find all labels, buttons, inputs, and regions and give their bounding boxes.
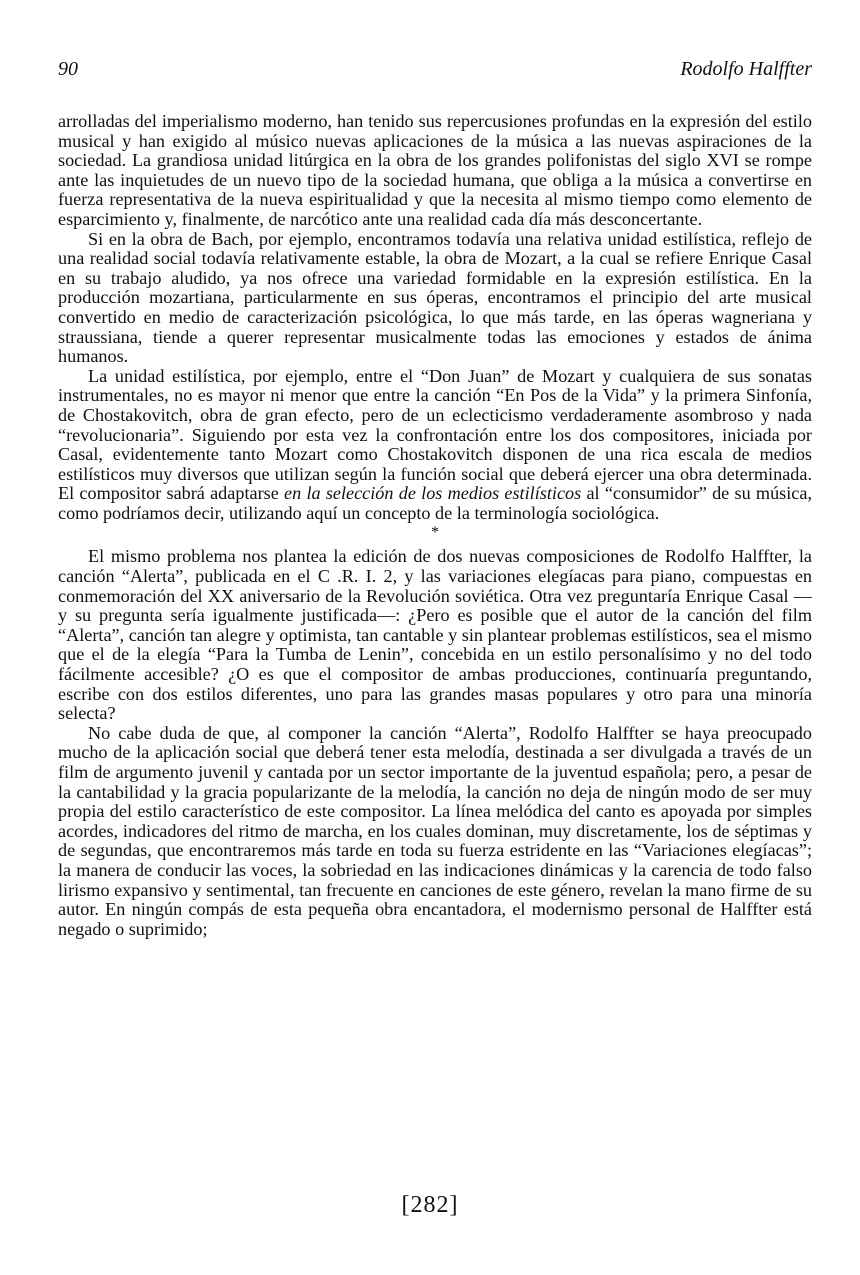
folio: [282] — [401, 1192, 459, 1218]
paragraph: arrolladas del imperialismo moderno, han tenido sus repercusiones profundas en la expresión del estilo musical y han exigido al músico nuevas aplicaciones de la música a las nuevas aspiraciones de la sociedad. La grandiosa unidad litúrgica en la obra de los grandes polifonistas del siglo XVI se rompe ante las inquietudes de un nuevo tipo de la sociedad humana, que obliga a la música a convertirse en fuerza representativa de la nueva espiritualidad y que la necesita al mismo tiempo como elemento de esparcimiento y, finalmente, de narcótico ante una realidad cada día más desconcertante. — [58, 111, 812, 229]
paragraph: El mismo problema nos plantea la edición de dos nuevas composiciones de Rodolfo Halffter, la canción “Alerta”, publicada en el C .R. I. 2, y las variaciones elegíacas para piano, compuestas en conmemoración del XX aniversario de la Revolución soviética. Otra vez preguntaría Enrique Casal —y su pregunta sería igualmente justificada—: ¿Pero es posible que el autor de la canción del film “Alerta”, canción tan alegre y optimista, tan cantable y sin plantear problemas estilísticos, sea el mismo que el de la elegía “Para la Tumba de Lenin”, concebida en un estilo personalísimo y no del todo fácilmente accesible? ¿O es que el compositor de ambas producciones, continuaría preguntando, escribe con dos estilos diferentes, uno para las grandes masas populares y otro para una minoría selecta? — [58, 546, 812, 724]
running-title: Rodolfo Halffter — [680, 58, 812, 80]
paragraph-text: al “consumidor” de su música, como podríamos decir, utilizando aquí un concepto de la terminología sociológica. — [58, 483, 812, 523]
running-head — [58, 58, 812, 88]
emphasis-text: en la selección de los medios estilísticos — [284, 483, 582, 504]
paragraph: Si en la obra de Bach, por ejemplo, encontramos todavía una relativa unidad estilística, reflejo de una realidad social todavía relativamente estable, la obra de Mozart, a la cual se refiere Enrique Casal en su trabajo aludido, ya nos ofrece una variedad formidable en la expresión estilística. En la producción mozartiana, particularmente en sus óperas, encontramos el principio del arte musical convertido en medio de caracterización psicológica, lo que más tarde, en las óperas wagneriana y straussiana, tiende a querer representar musicalmente todas las emociones y estados de ánima humanos. — [58, 228, 812, 367]
page-number: 90 — [58, 58, 78, 80]
body-text — [58, 112, 812, 939]
paragraph: No cabe duda de que, al componer la canción “Alerta”, Rodolfo Halffter se haya preocupado mucho de la aplicación social que deberá tener esta melodía, destinada a ser divulgada a través de un film de argumento juvenil y cantada por un sector importante de la juventud española; pero, a pesar de la cantabilidad y la gracia popularizante de la melodía, la canción no deja de ningún modo de ser muy propia del estilo característico de este compositor. La línea melódica del canto es apoyada por simples acordes, indicadores del ritmo de marcha, en los cuales dominan, muy discretamente, los de séptimas y de segundas, que encontraremos más tarde en toda su fuerza estridente en las “Variaciones elegíacas”; la manera de conducir las voces, la sobriedad en las indicaciones dinámicas y la carencia de todo falso lirismo expansivo y sentimental, tan frecuente en canciones de este género, revelan la mano firme de su autor. En ningún compás de esta pequeña obra encantadora, el modernismo personal de Halffter está negado o suprimido; — [58, 722, 812, 939]
paragraph — [58, 367, 812, 524]
paragraph-text: La unidad estilística, por ejemplo, entre el “Don Juan” de Mozart y cualquiera de sus sonatas instrumentales, no es mayor ni menor que entre la canción “En Pos de la Vida” y la primera Sinfonía, de Chostakovitch, obra de gran efecto, pero de un eclecticismo verdaderamente asombroso y nada “revolucionaria”. Siguiendo por esta vez la confrontación entre los dos compositores, iniciada por Casal, evidentemente tanto Mozart como Chostakovitch disponen de una rica escala de medios estilísticos muy diversos que utilizan según la función social que deberá ejercer una obra determinada. El compositor sabrá adaptarse — [58, 365, 812, 504]
section-separator: * — [431, 524, 439, 542]
